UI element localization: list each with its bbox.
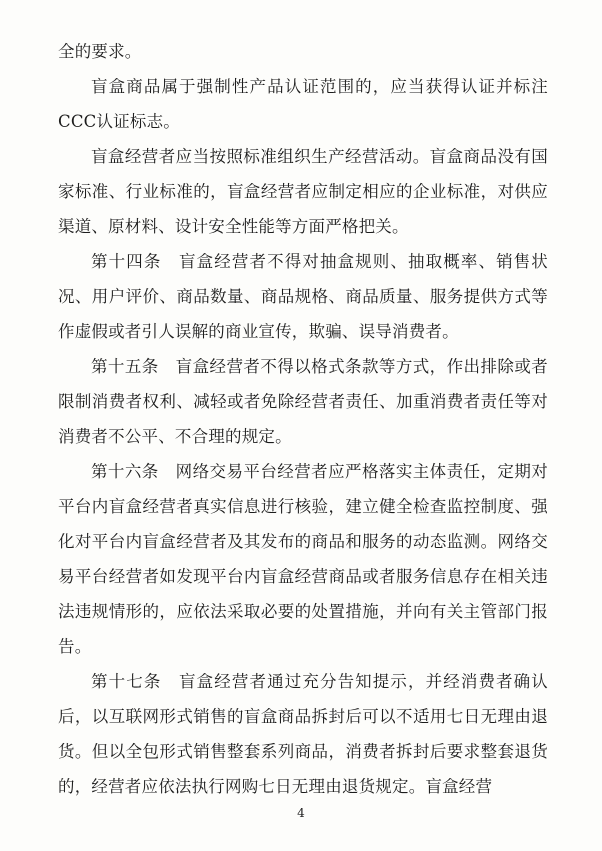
paragraph-continuation: 全的要求。 xyxy=(58,42,142,61)
paragraph-article-16: 第十六条 网络交易平台经营者应严格落实主体责任，定期对平台内盲盒经营者真实信息进行核验，建立健全检查监控制度、强化对平台内盲盒经营者及其发布的商品和服务的动态监测。网络交易平台经营者如发现平台内盲盒经营商品或者服务信息存在相关违法违规情形的，应依法采取必要的处置措施，并向有关主管部门报告。 xyxy=(58,462,548,656)
paragraph-article-14: 第十四条 盲盒经营者不得对抽盒规则、抽取概率、销售状况、用户评价、商品数量、商品规格、商品质量、服务提供方式等作虚假或者引人误解的商业宣传，欺骗、误导消费者。 xyxy=(58,252,548,341)
paragraph-article-17: 第十七条 盲盒经营者通过充分告知提示，并经消费者确认后，以互联网形式销售的盲盒商品拆封后可以不适用七日无理由退货。但以全包形式销售整套系列商品，消费者拆封后要求整套退货的，经营者应依法执行网购七日无理由退货规定。盲盒经营 xyxy=(58,672,548,796)
page-number: 4 xyxy=(297,806,305,820)
paragraph-article-15: 第十五条 盲盒经营者不得以格式条款等方式，作出排除或者限制消费者权利、减轻或者免除经营者责任、加重消费者责任等对消费者不公平、不合理的规定。 xyxy=(58,357,548,446)
paragraph-standards: 盲盒经营者应当按照标准组织生产经营活动。盲盒商品没有国家标准、行业标准的，盲盒经营者应制定相应的企业标准，对供应渠道、原材料、设计安全性能等方面严格把关。 xyxy=(58,147,548,236)
document-body xyxy=(58,34,548,804)
paragraph-ccc-certification: 盲盒商品属于强制性产品认证范围的，应当获得认证并标注CCC认证标志。 xyxy=(58,77,548,131)
